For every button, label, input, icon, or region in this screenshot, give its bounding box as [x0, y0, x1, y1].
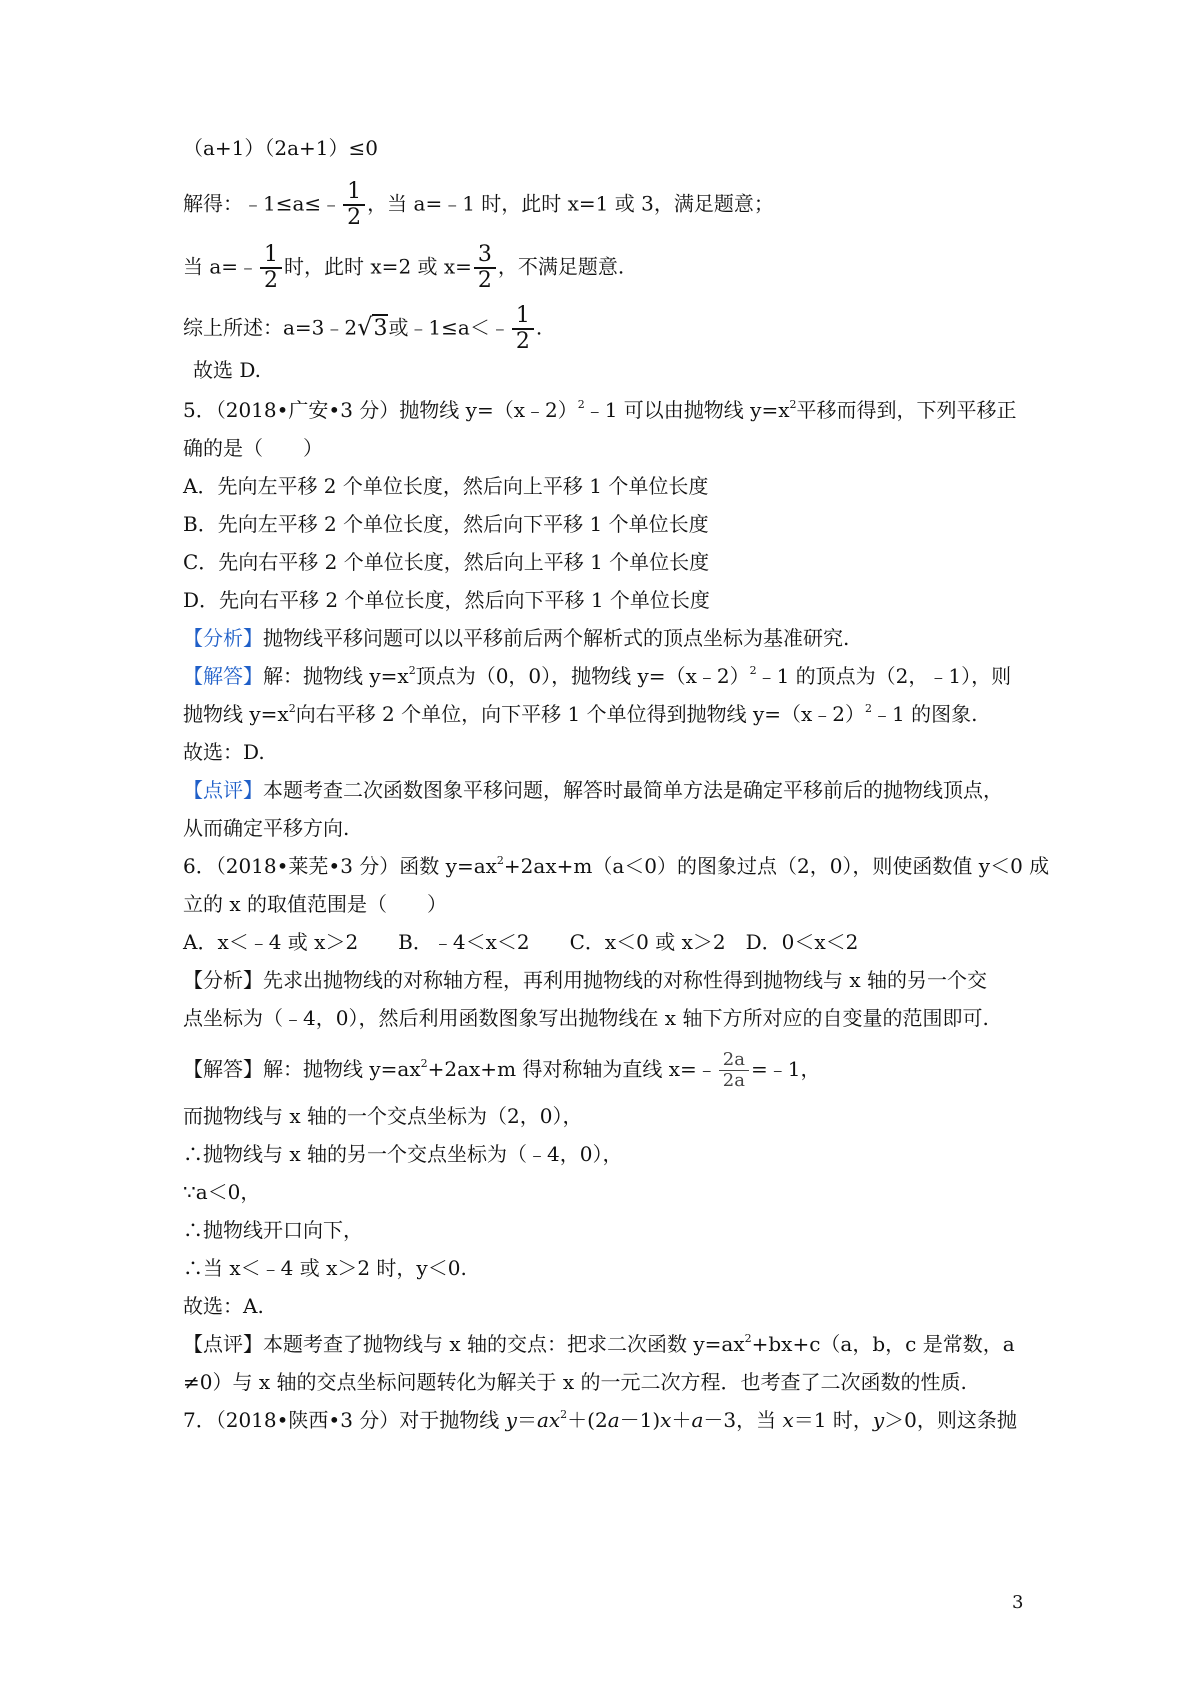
q6-step-4: ∴抛物线开口向下， — [183, 1218, 363, 1242]
comment-tag: 【点评】 — [183, 778, 263, 802]
q6-step-1: 而抛物线与 x 轴的一个交点坐标为（2，0）， — [183, 1104, 583, 1128]
q5-option-c: C．先向右平移 2 个单位长度，然后向上平移 1 个单位长度 — [183, 550, 710, 574]
q6-step-3: ∵a＜0， — [183, 1180, 261, 1204]
q6-choose: 故选：A. — [183, 1294, 264, 1318]
q6-step-2: ∴抛物线与 x 轴的另一个交点坐标为（﹣4，0）， — [183, 1142, 623, 1166]
q5-analysis: 【分析】抛物线平移问题可以以平移前后两个解析式的顶点坐标为基准研究. — [183, 626, 850, 650]
q5-comment-cont: 从而确定平移方向. — [183, 816, 350, 840]
q5-stem-cont: 确的是（ ） — [183, 436, 323, 460]
answer-tag: 【解答】 — [183, 664, 263, 688]
summary-line: 综上所述：a=3﹣2√3或﹣1≤a＜﹣ $\frac{1}{2}$ . — [183, 303, 543, 354]
q6-analysis: 【分析】先求出抛物线的对称轴方程，再利用抛物线的对称性得到抛物线与 x 轴的另一个交 — [183, 968, 987, 992]
case-line: 当 a=﹣ $\frac{1}{2}$ 时，此时 x=2 或 x= $\frac{3}{2}$ ，不满足题意. — [183, 242, 625, 293]
q5-choose: 故选：D. — [183, 740, 265, 764]
fraction: $\frac{2a}{2a}$ — [719, 1050, 749, 1091]
q5-answer: 【解答】解：抛物线 $y=x^2$顶点为（0，0），抛物线 y=（x﹣2）$^2$﹣1 的顶点为（2，﹣1），则 — [183, 664, 1012, 688]
q5-option-d: D．先向右平移 2 个单位长度，然后向下平移 1 个单位长度 — [183, 588, 710, 612]
square-root: √3 — [357, 312, 388, 341]
q5-stem: 5．（2018•广安•3 分）抛物线 y=（x﹣2）$^2$﹣1 可以由抛物线 $y=x^2$平移而得到，下列平移正 — [183, 398, 1017, 422]
q6-options: A．x＜﹣4 或 x＞2 B．﹣4＜x＜2 C．x＜0 或 x＞2 D．0＜x＜2 — [183, 930, 859, 954]
analysis-tag: 【分析】 — [183, 626, 263, 650]
q6-answer: 【解答】解：抛物线 $y=ax^2+2ax+m$ 得对称轴为直线 x=﹣ $\frac{2a}{2a}$ =﹣1， — [183, 1049, 821, 1091]
page-number: 3 — [1012, 1592, 1024, 1613]
inequality-line: （a+1）（2a+1）≤0 — [183, 136, 379, 160]
q7-stem: 7．（2018•陕西•3 分）对于抛物线 $y=ax^2+(2a-1)x+a-3$，当 x＝1 时，y＞0，则这条抛 — [183, 1408, 1017, 1432]
q5-option-a: A．先向左平移 2 个单位长度，然后向上平移 1 个单位长度 — [183, 474, 709, 498]
q6-step-5: ∴当 x＜﹣4 或 x＞2 时，y＜0. — [183, 1256, 467, 1280]
q6-stem: 6．（2018•莱芜•3 分）函数 $y=ax^2+2ax+m(a<0)$的图象过点（2，0），则使函数值 y＜0 成 — [183, 854, 1050, 878]
fraction: $\frac{1}{2}$ — [512, 304, 534, 354]
fraction: $\frac{3}{2}$ — [474, 243, 496, 293]
q6-comment: 【点评】本题考查了抛物线与 x 轴的交点：把求二次函数 $y=ax^2+bx+c(a$，b，c 是常数，a — [183, 1332, 1015, 1356]
solution-line: 解得：﹣1≤a≤﹣ $\frac{1}{2}$ ，当 a=﹣1 时，此时 x=1 或 3，满足题意； — [183, 179, 774, 230]
q5-answer-cont: 抛物线 $y=x^2$向右平移 2 个单位，向下平移 1 个单位得到抛物线 y=（x﹣2）$^2$﹣1 的图象. — [183, 702, 978, 726]
q5-comment: 【点评】本题考查二次函数图象平移问题，解答时最简单方法是确定平移前后的抛物线顶点， — [183, 778, 1003, 802]
fraction: $\frac{1}{2}$ — [260, 243, 282, 293]
q6-comment-cont: ≠0）与 x 轴的交点坐标问题转化为解关于 x 的一元二次方程．也考查了二次函数的性质. — [183, 1370, 967, 1394]
q6-analysis-cont: 点坐标为（﹣4，0），然后利用函数图象写出抛物线在 x 轴下方所对应的自变量的范围即可. — [183, 1006, 989, 1030]
choose-line: 故选 D. — [193, 358, 262, 382]
q5-option-b: B．先向左平移 2 个单位长度，然后向下平移 1 个单位长度 — [183, 512, 709, 536]
q6-stem-cont: 立的 x 的取值范围是（ ） — [183, 892, 447, 916]
fraction: $\frac{1}{2}$ — [343, 180, 365, 230]
